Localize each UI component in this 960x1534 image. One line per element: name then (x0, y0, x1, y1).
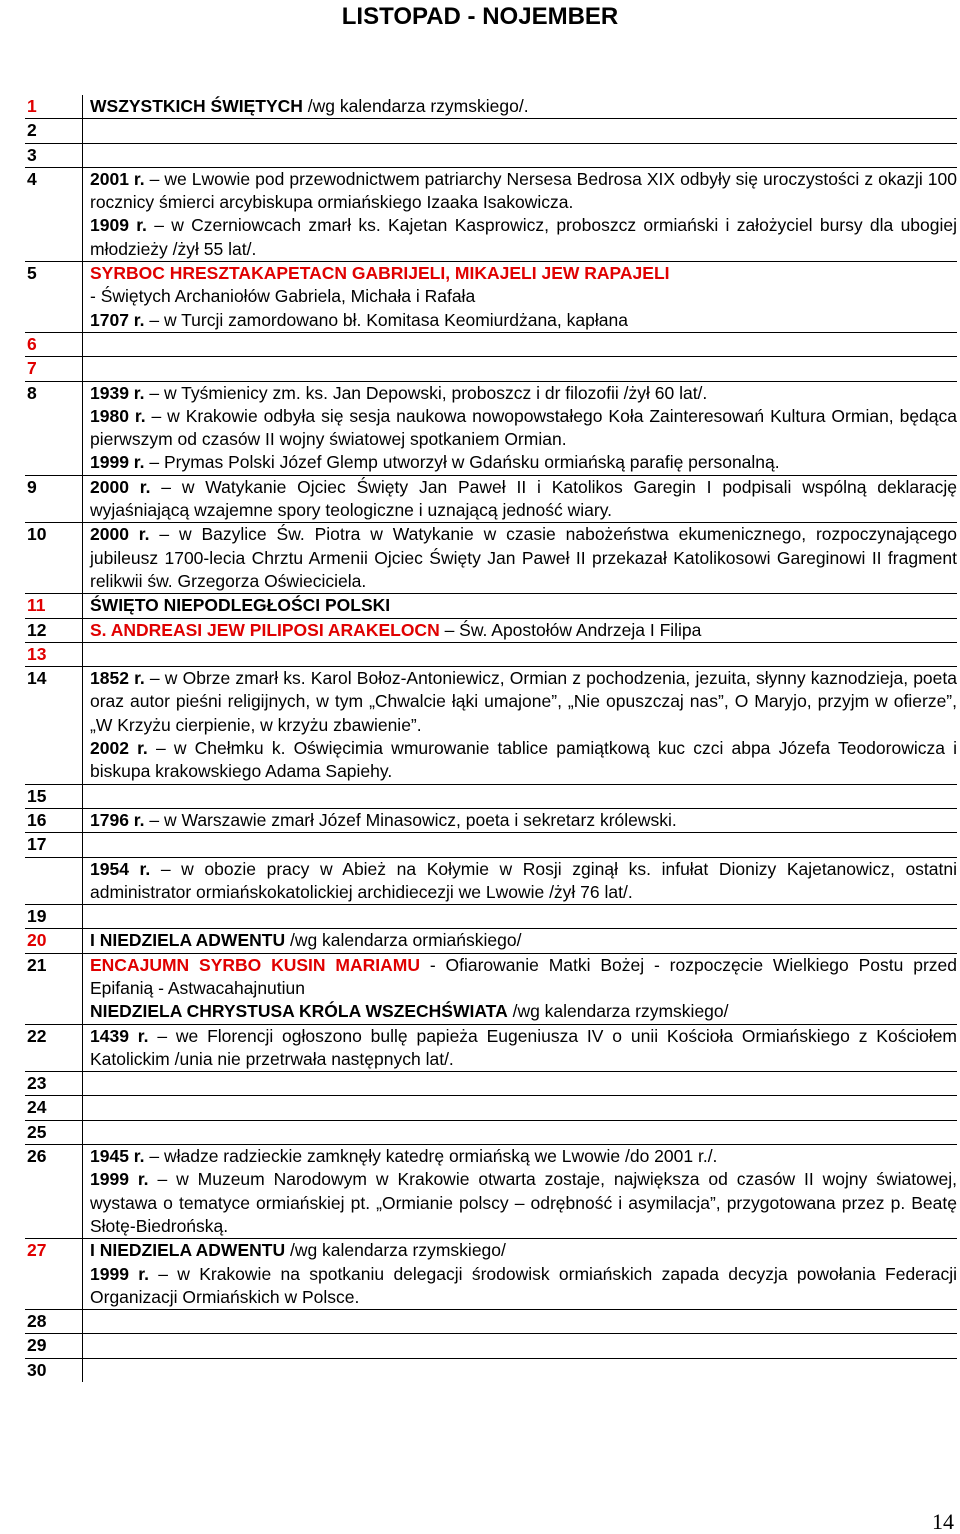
entry-text: /wg kalendarza rzymskiego/ (507, 1001, 729, 1022)
table-row (25, 643, 957, 667)
day-entry (82, 382, 957, 475)
day-entry (82, 809, 957, 832)
entry-paragraph (90, 1025, 957, 1072)
day-entry (82, 1334, 957, 1357)
day-number: 28 (27, 1311, 47, 1332)
entry-paragraph (90, 405, 957, 452)
emphasis-text: 1852 r. (90, 668, 145, 689)
day-number: 6 (27, 333, 37, 354)
emphasis-text: 1945 r. (90, 1146, 145, 1167)
table-row (25, 785, 957, 809)
emphasis-text: I NIEDZIELA ADWENTU (90, 930, 286, 951)
entry-text: /wg kalendarza ormiańskiego/ (285, 930, 522, 951)
table-row (25, 619, 957, 643)
table-row (25, 954, 957, 1025)
day-number: 22 (27, 1025, 47, 1046)
day-entry (82, 667, 957, 783)
day-entry (82, 523, 957, 593)
entry-text: /wg kalendarza rzymskiego/. (302, 96, 529, 116)
entry-text: – w Watykanie Ojciec Święty Jan Paweł II i Katolikos Garegin I podpisali wspólną deklarację wyjaśniającą wzajemne spory teologiczne i uznającą jedność wiary. (90, 476, 958, 521)
entry-text: – władze radzieckie zamknęły katedrę ormiańską we Lwowie /do 2001 r./. (144, 1146, 718, 1167)
emphasis-text: S. ANDREASI JEW PILIPOSI ARAKELOCN (90, 619, 440, 640)
day-entry (82, 1145, 957, 1238)
entry-text: – we Lwowie pod przewodnictwem patriarchy Nersesa Bedrosa XIX odbyły się uroczystości z okazji 100 rocznicy śmierci arcybiskupa ormiańskiego Izaaka Isakowicza. (90, 168, 958, 213)
day-number: 11 (27, 595, 46, 616)
table-row (25, 667, 957, 784)
day-entry (82, 333, 957, 356)
calendar-table (25, 95, 957, 1382)
emphasis-text: 1939 r. (90, 382, 145, 403)
emphasis-text: 1796 r. (90, 809, 145, 830)
day-entry (82, 119, 957, 142)
day-number: 27 (27, 1240, 47, 1261)
table-row (25, 523, 957, 594)
emphasis-text: 1999 r. (90, 1169, 149, 1190)
day-entry (82, 833, 957, 856)
table-row (25, 119, 957, 143)
table-row (25, 382, 957, 476)
day-entry (82, 262, 957, 332)
emphasis-text: WSZYSTKICH ŚWIĘTYCH (90, 96, 303, 116)
day-number: 1 (27, 96, 37, 116)
entry-text: /wg kalendarza rzymskiego/ (285, 1240, 506, 1261)
entry-paragraph (90, 523, 957, 593)
entry-text: – w Krakowie odbyła się sesja naukowa nowopowstałego Koła Zainteresowań Kultura Ormian, będąca pierwszym od czasów II wojny światowej spotkaniem Ormian. (90, 405, 957, 450)
day-entry (82, 1096, 957, 1119)
day-number: 24 (27, 1097, 47, 1118)
day-number: 23 (27, 1073, 47, 1094)
day-entry (82, 858, 957, 905)
day-entry (82, 643, 957, 666)
day-number: 8 (27, 382, 37, 403)
entry-text: - Świętych Archaniołów Gabriela, Michała i Rafała (90, 286, 476, 307)
day-number: 29 (27, 1335, 47, 1356)
day-entry (82, 1121, 957, 1144)
day-entry (82, 594, 957, 617)
day-entry (82, 905, 957, 928)
entry-text: – w obozie pracy w Abież na Kołymie w Rosji zginął ks. infułat Dionizy Kajetanowicz, ostatni administrator ormiańskokatolickiej archidiecezji we Lwowie /żył 76 lat/. (90, 858, 957, 902)
table-row (25, 1096, 957, 1120)
entry-paragraph (90, 382, 957, 405)
entry-paragraph (90, 809, 957, 832)
entry-paragraph (90, 858, 957, 905)
entry-paragraph (90, 214, 957, 261)
day-entry (82, 1072, 957, 1095)
day-number: 30 (27, 1359, 47, 1380)
day-number: 17 (27, 834, 47, 855)
table-row (25, 1334, 957, 1358)
day-number: 12 (27, 619, 47, 640)
day-number: 26 (27, 1146, 47, 1167)
emphasis-text: I NIEDZIELA ADWENTU (90, 1240, 286, 1261)
day-number: 19 (27, 906, 47, 927)
entry-paragraph (90, 476, 957, 523)
entry-text: – we Florencji ogłoszono bullę papieża Eugeniusza IV o unii Kościoła Ormiańskiego z Kościołem Katolickim /unia nie przetrwała następnych lat/. (90, 1025, 958, 1069)
entry-paragraph (90, 667, 957, 737)
day-number: 20 (27, 930, 47, 951)
entry-paragraph (90, 929, 957, 952)
day-entry (82, 1310, 957, 1333)
entry-paragraph (90, 737, 957, 784)
table-row (25, 168, 957, 262)
day-number: 21 (27, 954, 47, 975)
entry-paragraph (90, 451, 957, 474)
day-entry (82, 95, 957, 118)
table-row (25, 809, 957, 833)
emphasis-text: 1909 r. (90, 215, 147, 236)
entry-text: – Prymas Polski Józef Glemp utworzył w Gdańsku ormiańską parafię personalną. (144, 452, 780, 473)
emphasis-text: 2002 r. (90, 738, 148, 759)
entry-paragraph (90, 619, 957, 642)
table-row (25, 333, 957, 357)
day-entry (82, 954, 957, 1024)
day-number: 16 (27, 809, 47, 830)
entry-text: – w Chełmku k. Oświęcimia wmurowanie tablice pamiątkową kuc czci abpa Józefa Teodorowicza i biskupa krakowskiego Adama Sapiehy. (90, 738, 957, 782)
entry-text: – w Tyśmienicy zm. ks. Jan Depowski, proboszcz i dr filozofii /żył 60 lat/. (144, 382, 708, 403)
day-entry (82, 929, 957, 952)
emphasis-text: 1999 r. (90, 1263, 149, 1284)
day-number: 7 (27, 358, 37, 379)
emphasis-text: 1707 r. (90, 309, 145, 330)
entry-text: - Ofiarowanie Matki Bożej - rozpoczęcie Wielkiego Postu przed Epifanią - Astwacahajnutiun (90, 954, 957, 998)
page-title: LISTOPAD - NOJEMBER (341, 3, 619, 30)
entry-paragraph (90, 95, 957, 118)
table-row (25, 929, 957, 953)
day-number: 2 (27, 120, 37, 141)
table-row (25, 262, 957, 333)
table-row (25, 905, 957, 929)
emphasis-text: SYRBOC HRESZTAKAPETACN GABRIJELI, MIKAJELI JEW RAPAJELI (90, 263, 670, 284)
table-row (25, 1359, 957, 1382)
table-row (25, 1025, 957, 1073)
emphasis-text: 1439 r. (90, 1025, 149, 1046)
table-row (25, 357, 957, 381)
day-entry (82, 476, 957, 523)
table-row (25, 594, 957, 618)
entry-paragraph (90, 1145, 957, 1168)
day-number: 4 (27, 168, 37, 189)
entry-paragraph (90, 309, 957, 332)
entry-paragraph (90, 954, 957, 1001)
day-entry (82, 1239, 957, 1309)
table-row (25, 95, 957, 119)
entry-paragraph (90, 262, 957, 285)
day-number: 5 (27, 263, 37, 284)
table-row (25, 1145, 957, 1239)
emphasis-text: ENCAJUMN SYRBO KUSIN MARIAMU (90, 954, 420, 975)
day-entry (82, 785, 957, 808)
day-entry (82, 1359, 957, 1382)
page-number: 14 (932, 1509, 954, 1534)
table-row (25, 1121, 957, 1145)
table-row (25, 1072, 957, 1096)
day-number: 14 (27, 668, 47, 689)
table-row (25, 858, 957, 906)
entry-paragraph (90, 1263, 957, 1310)
emphasis-text: ŚWIĘTO NIEPODLEGŁOŚCI POLSKI (90, 595, 391, 616)
day-number: 10 (27, 524, 47, 545)
entry-paragraph (90, 1239, 957, 1262)
entry-text: – Św. Apostołów Andrzeja I Filipa (439, 619, 702, 640)
entry-text: – w Obrze zmarł ks. Karol Bołoz-Antoniewicz, Ormian z pochodzenia, jezuita, słynny kaznodzieja, poeta oraz autor pieśni religijnych, w tym „Chwalcie łąki umajone”, „Nie opuszczaj nas”, O Maryjo, przyjm w ofierze”, „W Krzyżu cierpienie, w krzyżu zbawienie”. (90, 668, 957, 735)
emphasis-text: 2000 r. (90, 476, 151, 497)
entry-text: – w Turcji zamordowano bł. Komitasa Keomiurdżana, kapłana (144, 309, 628, 330)
entry-paragraph (90, 285, 957, 308)
emphasis-text: 2000 r. (90, 524, 150, 545)
day-entry (82, 144, 957, 167)
day-entry (82, 619, 957, 642)
emphasis-text: 1999 r. (90, 452, 145, 473)
emphasis-text: 1980 r. (90, 405, 146, 426)
day-number: 9 (27, 476, 37, 497)
table-row (25, 144, 957, 168)
table-row (25, 1239, 957, 1310)
day-entry (82, 357, 957, 380)
entry-text: – w Czerniowcach zmarł ks. Kajetan Kasprowicz, proboszcz ormiański i założyciel bursy dla ubogiej młodzieży /żył 55 lat/. (90, 215, 958, 259)
emphasis-text: 2001 r. (90, 168, 145, 189)
entry-text: – w Muzeum Narodowym w Krakowie otwarta zostaje, największa od czasów II wojny światowej, wystawa o tematyce ormiańskiej pt. „Ormianie polscy – odrębność i asymilacja”, przygotowana przez p. Beatę Słotę-Biedrońską. (90, 1169, 957, 1236)
entry-text: – w Warszawie zmarł Józef Minasowicz, poeta i sekretarz królewski. (144, 809, 677, 830)
entry-paragraph (90, 168, 957, 215)
entry-text: – w Bazylice Św. Piotra w Watykanie w czasie nabożeństwa ekumenicznego, rozpoczynającego jubileusz 1700-lecia Chrztu Armenii Ojciec Święty Jan Paweł II przekazał Katolikosowi Gareginowi II fragment relikwii św. Grzegorza Oświeciciela. (90, 524, 958, 591)
emphasis-text: NIEDZIELA CHRYSTUSA KRÓLA WSZECHŚWIATA (90, 1001, 508, 1022)
day-number: 3 (27, 144, 37, 165)
emphasis-text: 1954 r. (90, 858, 151, 879)
entry-text: – w Krakowie na spotkaniu delegacji środowisk ormiańskich zapada decyzja powołania Federacji Organizacji Ormiańskich w Polsce. (90, 1263, 957, 1307)
day-number: 13 (27, 643, 47, 664)
day-number: 25 (27, 1121, 47, 1142)
table-row (25, 1310, 957, 1334)
entry-paragraph (90, 1168, 957, 1238)
day-number (25, 858, 82, 905)
day-entry (82, 1025, 957, 1072)
day-entry (82, 168, 957, 261)
table-row (25, 833, 957, 857)
entry-paragraph (90, 594, 957, 617)
day-number: 15 (27, 785, 47, 806)
entry-paragraph (90, 1000, 957, 1023)
table-row (25, 476, 957, 524)
